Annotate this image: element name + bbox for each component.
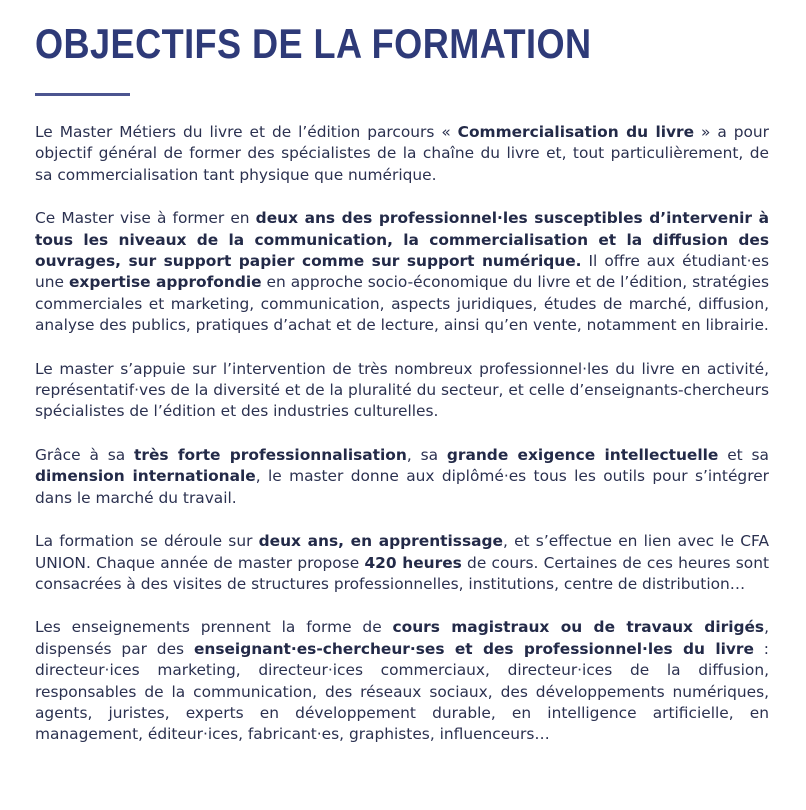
text: : directeur·ices marketing, directeur·ices commerciaux, directeur·ices de la diffusion, responsables de la communication, des réseaux sociaux, des développements numériques, agents, juristes, experts en développement durable, en intelligence artificielle, en management, éditeur·ices, fabricant·es, graphistes, influenceurs… bbox=[35, 639, 769, 744]
text: Grâce à sa bbox=[35, 445, 134, 464]
text: de cours. Certaines de ces heures sont consacrées à des visites de structures professionnelles, institutions, centre de distribution… bbox=[35, 553, 769, 593]
emphasis: enseignant·es-chercheur·ses et des professionnel·les du livre bbox=[193, 639, 754, 658]
text: , sa bbox=[406, 445, 447, 464]
text: Il offre aux étudiant·es une bbox=[35, 252, 770, 292]
emphasis: très forte professionnalisation bbox=[134, 445, 407, 464]
paragraph-organisation bbox=[35, 531, 769, 595]
title-underline-divider bbox=[35, 93, 130, 96]
emphasis: expertise approfondie bbox=[68, 273, 262, 292]
emphasis: cours magistraux ou de travaux dirigés bbox=[392, 618, 765, 637]
text: Ce Master vise à former en bbox=[35, 209, 256, 228]
emphasis: Commercialisation du livre bbox=[457, 123, 695, 141]
text: Le Master Métiers du livre et de l’édition parcours « bbox=[35, 123, 458, 141]
emphasis: deux ans des professionnel·les susceptibles d’intervenir à tous les niveaux de la communication, la commercialisation et la diffusion des ouvrages, sur support papier comme sur support numérique. bbox=[35, 209, 769, 271]
paragraph-professionals bbox=[35, 359, 769, 423]
text: La formation se déroule sur bbox=[35, 532, 259, 551]
text: en approche socio-économique du livre et de l’édition, stratégies commerciales et marketing, communication, aspects juridiques, études de marché, diffusion, analyse des publics, pratiques d’achat et de lecture, ainsi qu’en vente, notamment en librairie. bbox=[35, 273, 770, 335]
emphasis: 420 heures bbox=[364, 553, 462, 572]
text: , dispensés par des bbox=[35, 618, 769, 658]
paragraph-strengths bbox=[35, 445, 769, 509]
page-title: OBJECTIFS DE LA FORMATION bbox=[35, 20, 592, 67]
emphasis: deux ans, en apprentissage bbox=[258, 532, 503, 551]
text: , le master donne aux diplômé·es tous les outils pour s’intégrer dans le marché du travail. bbox=[35, 467, 769, 507]
paragraph-intro bbox=[35, 122, 769, 186]
content-body bbox=[35, 122, 769, 768]
paragraph-teaching bbox=[35, 617, 769, 745]
paragraph-objectives bbox=[35, 208, 769, 336]
text: , et s’effectue en lien avec le CFA UNION. Chaque année de master propose bbox=[35, 532, 769, 572]
text: » a pour objectif général de former des spécialistes de la chaîne du livre et, tout particulièrement, de sa commercialisation tant physique que numérique. bbox=[35, 123, 769, 184]
text: et sa bbox=[718, 445, 769, 464]
emphasis: dimension internationale bbox=[35, 467, 256, 486]
emphasis: grande exigence intellectuelle bbox=[446, 445, 719, 464]
text: Le master s’appuie sur l’intervention de très nombreux professionnel·les du livre en activité, représentatif·ves de la diversité et de la pluralité du secteur, et celle d’enseignants-chercheurs spécialistes de l’édition et des industries culturelles. bbox=[35, 359, 769, 421]
text: Les enseignements prennent la forme de bbox=[35, 618, 393, 637]
